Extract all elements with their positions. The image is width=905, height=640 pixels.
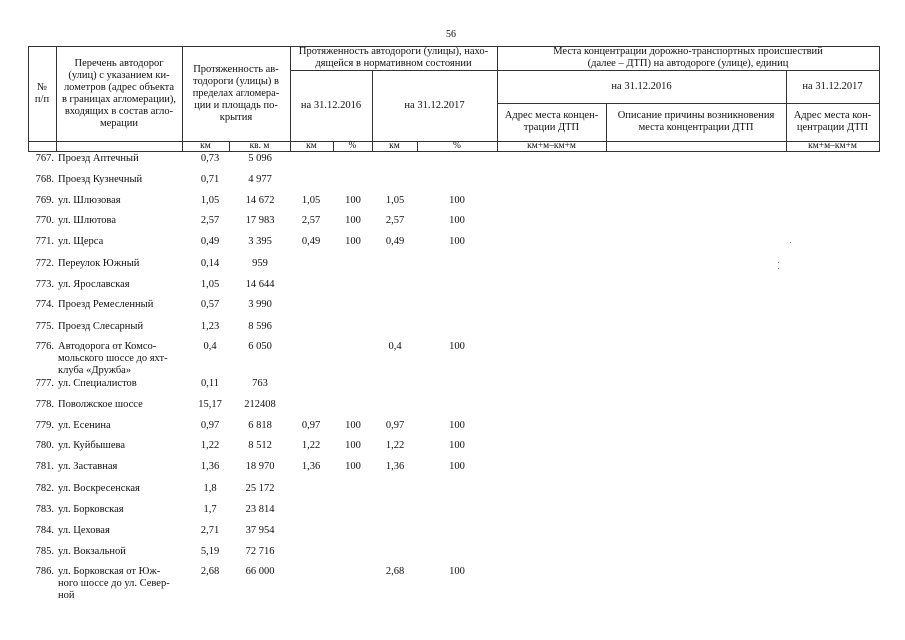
road-area-sqm: 17 983 [245,215,275,226]
row-number: 775. [35,321,54,332]
road-area-sqm: 25 172 [245,483,275,494]
road-length-km: 1,05 [200,195,220,206]
header-length-area: Протяженность ав- тодороги (улицы) в пределах агломера- ции и площадь по- крытия [192,63,280,123]
table-row [0,420,905,441]
table-row [0,215,905,236]
road-name: ул. Ярославская [58,279,130,290]
normative-percent-2016: 100 [345,236,361,247]
road-length-km: 0,57 [200,299,220,310]
road-area-sqm: 8 596 [248,321,272,332]
table-row [0,566,905,601]
road-name: ул. Шлюзовая [58,195,121,206]
unit-area: кв. м [249,141,270,151]
road-length-km: 0,49 [200,236,220,247]
road-name: Переулок Южный [58,258,140,269]
road-length-km: 0,4 [203,341,217,352]
road-area-sqm: 3 395 [248,236,272,247]
road-name: ул. Воскресенская [58,483,140,494]
scan-speck [778,268,779,269]
table-row [0,461,905,482]
normative-km-2017: 1,05 [385,195,405,206]
unit-norm-km-2017: км [389,141,400,151]
road-length-km: 2,57 [200,215,220,226]
row-number: 778. [35,399,54,410]
normative-percent-2017: 100 [449,440,465,451]
road-name: Проезд Ремесленный [58,299,154,310]
road-name: ул. Цеховая [58,525,110,536]
header-normative: Протяженность автодороги (улицы), нахо- дящейся в нормативном состоянии [298,46,489,69]
normative-km-2017: 0,4 [388,341,402,352]
road-area-sqm: 23 814 [245,504,275,515]
road-length-km: 1,36 [200,461,220,472]
table-row [0,258,905,279]
header-dtp: Места концентрации дорожно-транспортных происшествий (далее – ДТП) на автодороге (улице), единиц [553,46,823,69]
row-number: 772. [35,258,54,269]
table-row [0,525,905,546]
row-number: 786. [35,566,54,577]
header-normative-2016: на 31.12.2016 [300,99,362,111]
road-area-sqm: 66 000 [245,566,275,577]
normative-percent-2016: 100 [345,420,361,431]
road-area-sqm: 3 990 [248,299,272,310]
road-area-sqm: 763 [252,378,268,389]
row-number: 769. [35,195,54,206]
header-road-list: Перечень автодорог (улиц) с указанием ки- лометров (адрес объекта в границах агломерации), входящих в состав агло- мерации [61,57,177,129]
page-number: 56 [446,29,456,40]
row-number: 784. [35,525,54,536]
road-area-sqm: 6 050 [248,341,272,352]
row-number: 781. [35,461,54,472]
road-name: Проезд Аптечный [58,153,139,164]
road-length-km: 1,23 [200,321,220,332]
header-dtp-address-2016: Адрес места концен- трации ДТП [504,110,599,133]
table-row [0,174,905,195]
road-name: ул. Заставная [58,461,118,472]
table-row [0,399,905,420]
normative-percent-2017: 100 [449,420,465,431]
row-number: 779. [35,420,54,431]
row-number: 770. [35,215,54,226]
header-dtp-2017: на 31.12.2017 [802,80,863,92]
road-name: Проезд Слесарный [58,321,144,332]
normative-percent-2017: 100 [449,195,465,206]
road-name: ул. Вокзальной [58,546,126,557]
table-row [0,153,905,174]
row-number: 768. [35,174,54,185]
road-length-km: 1,8 [203,483,217,494]
normative-percent-2017: 100 [449,236,465,247]
row-number: 776. [35,341,54,352]
road-length-km: 0,14 [200,258,220,269]
road-length-km: 15,17 [198,399,222,410]
normative-percent-2017: 100 [449,566,465,577]
road-area-sqm: 14 644 [245,279,275,290]
normative-km-2016: 1,36 [301,461,321,472]
row-number: 785. [35,546,54,557]
normative-km-2016: 2,57 [301,215,321,226]
road-name: Проезд Кузнечный [58,174,143,185]
normative-km-2016: 0,49 [301,236,321,247]
normative-km-2017: 2,68 [385,566,405,577]
normative-percent-2016: 100 [345,195,361,206]
road-length-km: 0,97 [200,420,220,431]
unit-km: км [200,141,211,151]
table-row [0,299,905,320]
table-row [0,546,905,567]
table-row [0,504,905,525]
normative-km-2016: 1,22 [301,440,321,451]
row-number: 771. [35,236,54,247]
road-area-sqm: 72 716 [245,546,275,557]
road-name: ул. Специалистов [58,378,137,389]
unit-dtp-addr-2016: км+м–км+м [527,141,576,151]
normative-km-2017: 0,49 [385,236,405,247]
table-row [0,321,905,342]
normative-km-2017: 2,57 [385,215,405,226]
unit-dtp-addr-2017: км+м–км+м [808,141,857,151]
row-number: 782. [35,483,54,494]
normative-percent-2017: 100 [449,461,465,472]
road-area-sqm: 4 977 [248,174,272,185]
road-area-sqm: 14 672 [245,195,275,206]
row-number: 777. [35,378,54,389]
road-area-sqm: 212408 [244,399,276,410]
road-name: ул. Есенина [58,420,111,431]
road-area-sqm: 37 954 [245,525,275,536]
road-name: ул. Борковская от Юж- ного шоссе до ул. Север- ной [58,566,170,601]
road-name: Поволжское шоссе [58,399,143,410]
normative-km-2017: 0,97 [385,420,405,431]
table-row [0,195,905,216]
road-length-km: 0,11 [201,378,219,389]
row-number: 774. [35,299,54,310]
row-number: 780. [35,440,54,451]
road-length-km: 1,22 [200,440,220,451]
row-number: 773. [35,279,54,290]
header-normative-2017: на 31.12.2017 [404,99,465,111]
road-area-sqm: 959 [252,258,268,269]
normative-km-2017: 1,22 [385,440,405,451]
normative-percent-2016: 100 [345,215,361,226]
row-number: 767. [35,153,54,164]
road-name: ул. Щерса [58,236,104,247]
normative-percent-2017: 100 [449,341,465,352]
table-row [0,440,905,461]
unit-norm-km-2016: км [306,141,317,151]
header-number: № п/п [34,81,50,105]
road-length-km: 5,19 [200,546,220,557]
table-row [0,341,905,376]
table-row [0,378,905,399]
road-area-sqm: 8 512 [248,440,272,451]
header-dtp-2016: на 31.12.2016 [611,80,672,92]
table-row [0,279,905,300]
normative-percent-2016: 100 [345,440,361,451]
road-area-sqm: 5 096 [248,153,272,164]
road-length-km: 1,7 [203,504,217,515]
scan-speck [778,262,779,263]
road-length-km: 0,73 [200,153,220,164]
unit-norm-pct-2017: % [453,141,461,151]
row-number: 783. [35,504,54,515]
unit-norm-pct-2016: % [348,141,357,151]
road-length-km: 0,71 [200,174,220,185]
road-length-km: 1,05 [200,279,220,290]
normative-percent-2017: 100 [449,215,465,226]
road-name: ул. Шлютова [58,215,116,226]
road-name: ул. Куйбышева [58,440,125,451]
road-name: ул. Борковская [58,504,124,515]
scan-speck [790,242,791,243]
normative-percent-2016: 100 [345,461,361,472]
road-name: Автодорога от Комсо- мольского шоссе до яхт- клуба «Дружба» [58,341,168,376]
normative-km-2016: 1,05 [301,195,321,206]
table-row [0,483,905,504]
road-length-km: 2,71 [200,525,220,536]
table-row [0,236,905,257]
road-area-sqm: 6 818 [248,420,272,431]
header-dtp-address-2017: Адрес места кон- центрации ДТП [793,110,872,133]
road-length-km: 2,68 [200,566,220,577]
normative-km-2017: 1,36 [385,461,405,472]
header-dtp-description-2016: Описание причины возникновения места концентрации ДТП [617,110,775,133]
road-area-sqm: 18 970 [245,461,275,472]
normative-km-2016: 0,97 [301,420,321,431]
